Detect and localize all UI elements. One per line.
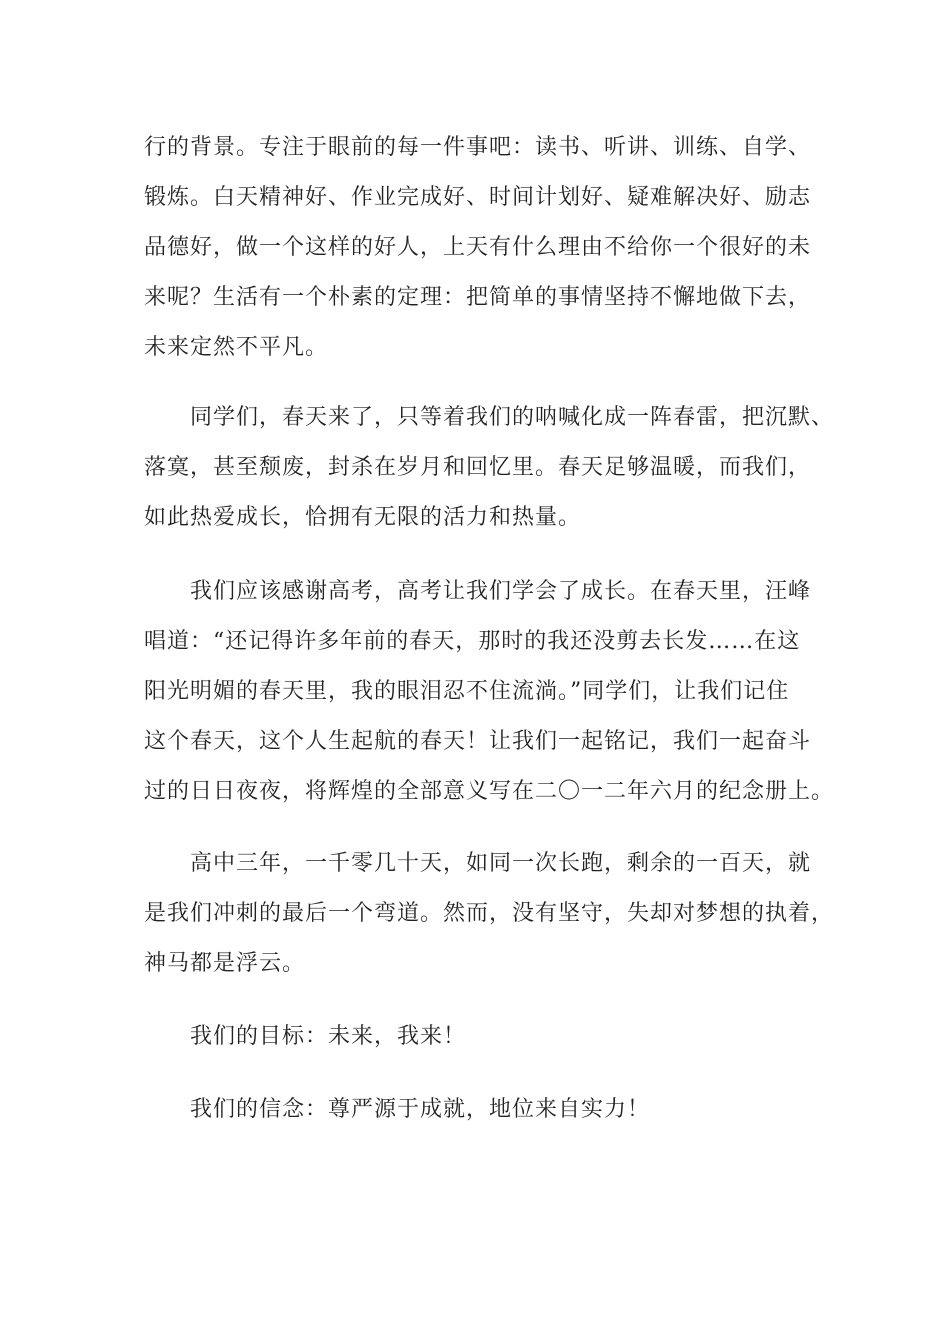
paragraph-4 bbox=[144, 839, 834, 989]
text-line: 同学们，春天来了，只等着我们的呐喊化成一阵春雷，把沉默、 bbox=[190, 405, 835, 430]
text-line: 这个春天，这个人生起航的春天！让我们一起铭记，我们一起奋斗 bbox=[144, 729, 812, 754]
text-line: 我们的目标：未来，我来！ bbox=[190, 1024, 467, 1049]
text-line: 锻炼。白天精神好、作业完成好、时间计划好、疑难解决好、励志 bbox=[144, 185, 812, 210]
text-line: 我们的信念：尊严源于成就，地位来自实力！ bbox=[190, 1097, 651, 1122]
text-line: 过的日日夜夜，将辉煌的全部意义写在二〇一二年六月的纪念册上。 bbox=[144, 779, 835, 804]
text-line: 神马都是浮云。 bbox=[144, 951, 306, 976]
text-line: 行的背景。专注于眼前的每一件事吧：读书、听讲、训练、自学、 bbox=[144, 135, 812, 160]
text-line: 品德好，做一个这样的好人，上天有什么理由不给你一个很好的未 bbox=[144, 235, 812, 260]
paragraph-5 bbox=[144, 1012, 466, 1062]
paragraph-6 bbox=[144, 1085, 650, 1135]
text-line: 阳光明媚的春天里，我的眼泪忍不住流淌。”同学们，让我们记住 bbox=[144, 679, 790, 704]
text-line: 高中三年，一千零几十天，如同一次长跑，剩余的一百天，就 bbox=[190, 851, 812, 876]
text-line: 如此热爱成长，恰拥有无限的活力和热量。 bbox=[144, 505, 582, 530]
text-line: 是我们冲刺的最后一个弯道。然而，没有坚守，失却对梦想的执着， bbox=[144, 901, 835, 926]
text-line: 唱道：“还记得许多年前的春天，那时的我还没剪去长发……在这 bbox=[144, 629, 801, 654]
text-line: 我们应该感谢高考，高考让我们学会了成长。在春天里，汪峰 bbox=[190, 579, 812, 604]
paragraph-3 bbox=[144, 567, 834, 817]
paragraph-1 bbox=[144, 123, 811, 373]
paragraph-2 bbox=[144, 393, 834, 543]
text-line: 未来定然不平凡。 bbox=[144, 335, 329, 360]
text-line: 落寞，甚至颓废，封杀在岁月和回忆里。春天足够温暖，而我们， bbox=[144, 455, 812, 480]
text-line: 来呢？生活有一个朴素的定理：把简单的事情坚持不懈地做下去， bbox=[144, 285, 812, 310]
